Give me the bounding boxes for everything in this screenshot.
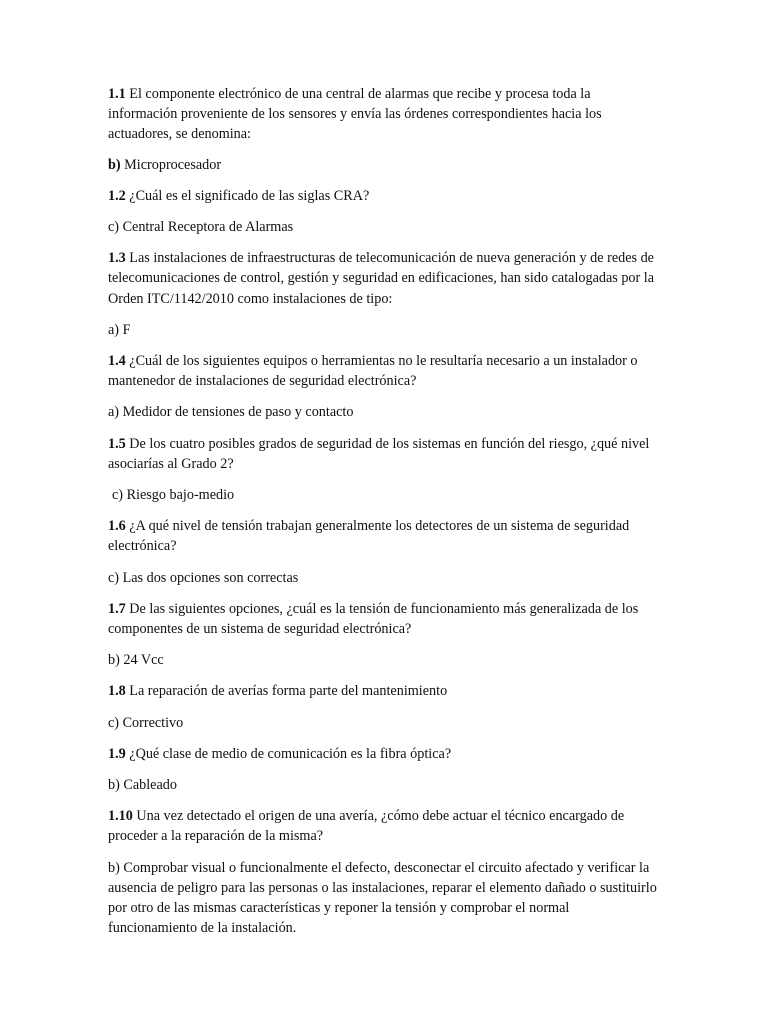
answer-text: Microprocesador — [124, 156, 222, 173]
question-number: 1.3 — [108, 250, 126, 267]
answer-1-7: b) 24 Vcc — [108, 652, 164, 669]
question-1-7 — [108, 599, 660, 639]
question-1-3 — [108, 248, 660, 309]
question-text: ¿Cuál de los siguientes equipos o herramientas no le resultaría necesario a un instalador o mantenedor de instalaciones de seguridad electrónica? — [108, 353, 638, 390]
question-number: 1.4 — [108, 353, 126, 370]
answer-1-2: c) Central Receptora de Alarmas — [108, 219, 294, 236]
question-number: 1.6 — [108, 518, 126, 535]
question-text: ¿A qué nivel de tensión trabajan generalmente los detectores de un sistema de seguridad electrónica? — [108, 518, 630, 555]
question-text: ¿Qué clase de medio de comunicación es la fibra óptica? — [129, 745, 452, 762]
question-text: De los cuatro posibles grados de seguridad de los sistemas en función del riesgo, ¿qué nivel asociarías al Grado 2? — [108, 435, 650, 472]
answer-1-4: a) Medidor de tensiones de paso y contacto — [108, 404, 354, 421]
answer-1-5 — [108, 485, 660, 505]
answer-1-9: b) Cableado — [108, 777, 177, 794]
answer-1-1 — [108, 155, 660, 175]
question-number: 1.9 — [108, 745, 126, 762]
question-text: De las siguientes opciones, ¿cuál es la tensión de funcionamiento más generalizada de los componentes de un sistema de seguridad electrónica? — [108, 600, 639, 638]
answer-1-10: b) Comprobar visual o funcionalmente el defecto, desconectar el circuito afectado y verificar la ausencia de peligro para las personas o las instalaciones, reparar el elemento dañado o sustituirlo por otro de las mismas características y reponer la tensión y comprobar el normal funcionamiento de la instalación. — [108, 859, 657, 937]
answer-1-6: c) Las dos opciones son correctas — [108, 569, 299, 586]
answer-letter: b) — [108, 156, 121, 173]
question-number: 1.5 — [108, 435, 126, 452]
question-1-5 — [108, 434, 660, 474]
question-text: El componente electrónico de una central de alarmas que recibe y procesa toda la información proveniente de los sensores y envía las órdenes correspondientes hacia los actuadores, se denomina: — [108, 86, 602, 143]
question-number: 1.1 — [108, 86, 126, 102]
question-1-10 — [108, 806, 660, 846]
question-text: Una vez detectado el origen de una avería, ¿cómo debe actuar el técnico encargado de proceder a la reparación de la misma? — [108, 808, 625, 845]
document-page — [108, 84, 660, 950]
question-1-1 — [108, 84, 660, 145]
question-1-9 — [108, 744, 660, 764]
question-1-8 — [108, 681, 660, 701]
question-number: 1.10 — [108, 808, 133, 825]
question-text: Las instalaciones de infraestructuras de telecomunicación de nueva generación y de redes de telecomunicaciones de control, gestión y seguridad en edificaciones, han sido catalogadas por la Orden ITC/1142/2010 como instalaciones de tipo: — [108, 250, 655, 307]
question-1-2 — [108, 186, 660, 206]
question-number: 1.7 — [108, 600, 126, 617]
question-1-4 — [108, 351, 660, 391]
answer-text: c) Riesgo bajo-medio — [112, 487, 235, 504]
answer-1-3: a) F — [108, 321, 131, 338]
question-1-6 — [108, 516, 660, 556]
question-text: ¿Cuál es el significado de las siglas CRA? — [129, 187, 370, 204]
question-text: La reparación de averías forma parte del mantenimiento — [129, 683, 448, 700]
question-number: 1.2 — [108, 187, 126, 204]
question-number: 1.8 — [108, 683, 126, 700]
answer-1-8: c) Correctivo — [108, 714, 184, 731]
